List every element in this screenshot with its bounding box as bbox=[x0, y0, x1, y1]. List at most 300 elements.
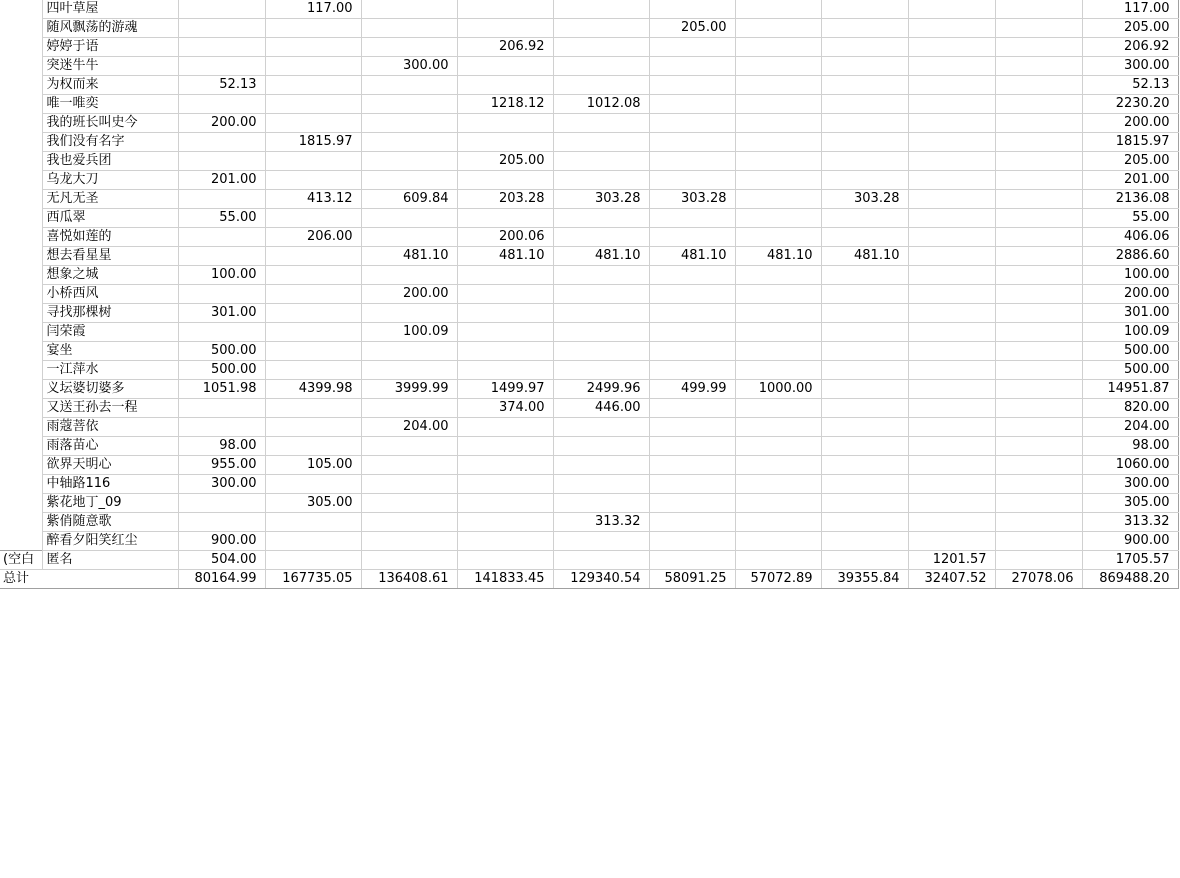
value-cell[interactable] bbox=[908, 76, 995, 95]
value-cell[interactable] bbox=[821, 152, 908, 171]
donor-name-cell[interactable]: 闫荣霞 bbox=[42, 323, 178, 342]
group-cell[interactable] bbox=[0, 171, 42, 190]
group-cell[interactable] bbox=[0, 456, 42, 475]
row-total-cell[interactable]: 98.00 bbox=[1082, 437, 1178, 456]
value-cell[interactable] bbox=[908, 361, 995, 380]
value-cell[interactable] bbox=[649, 456, 735, 475]
donor-name-cell[interactable]: 喜悦如莲的 bbox=[42, 228, 178, 247]
grand-total-value-cell[interactable]: 129340.54 bbox=[553, 570, 649, 589]
value-cell[interactable]: 4399.98 bbox=[265, 380, 361, 399]
value-cell[interactable] bbox=[649, 0, 735, 19]
value-cell[interactable] bbox=[649, 437, 735, 456]
value-cell[interactable] bbox=[265, 418, 361, 437]
value-cell[interactable] bbox=[735, 418, 821, 437]
value-cell[interactable] bbox=[553, 342, 649, 361]
value-cell[interactable] bbox=[553, 152, 649, 171]
value-cell[interactable]: 300.00 bbox=[361, 57, 457, 76]
value-cell[interactable] bbox=[265, 399, 361, 418]
value-cell[interactable] bbox=[735, 114, 821, 133]
row-total-cell[interactable]: 200.00 bbox=[1082, 114, 1178, 133]
value-cell[interactable]: 300.00 bbox=[178, 475, 265, 494]
value-cell[interactable] bbox=[361, 38, 457, 57]
value-cell[interactable] bbox=[735, 494, 821, 513]
value-cell[interactable] bbox=[821, 304, 908, 323]
value-cell[interactable] bbox=[908, 19, 995, 38]
grand-total-label[interactable]: 总计 bbox=[0, 570, 178, 589]
value-cell[interactable] bbox=[457, 437, 553, 456]
grand-total-value-cell[interactable]: 167735.05 bbox=[265, 570, 361, 589]
value-cell[interactable] bbox=[265, 304, 361, 323]
value-cell[interactable] bbox=[553, 551, 649, 570]
value-cell[interactable] bbox=[178, 38, 265, 57]
value-cell[interactable] bbox=[649, 513, 735, 532]
value-cell[interactable]: 305.00 bbox=[265, 494, 361, 513]
donor-name-cell[interactable]: 雨蔻菩依 bbox=[42, 418, 178, 437]
value-cell[interactable] bbox=[735, 266, 821, 285]
value-cell[interactable] bbox=[649, 57, 735, 76]
value-cell[interactable] bbox=[361, 456, 457, 475]
value-cell[interactable] bbox=[553, 57, 649, 76]
value-cell[interactable] bbox=[265, 209, 361, 228]
value-cell[interactable] bbox=[735, 0, 821, 19]
row-total-cell[interactable]: 305.00 bbox=[1082, 494, 1178, 513]
value-cell[interactable] bbox=[995, 114, 1082, 133]
group-cell[interactable] bbox=[0, 133, 42, 152]
value-cell[interactable]: 1012.08 bbox=[553, 95, 649, 114]
value-cell[interactable] bbox=[821, 57, 908, 76]
value-cell[interactable] bbox=[735, 551, 821, 570]
row-total-cell[interactable]: 820.00 bbox=[1082, 399, 1178, 418]
value-cell[interactable] bbox=[457, 342, 553, 361]
group-cell[interactable] bbox=[0, 475, 42, 494]
value-cell[interactable] bbox=[361, 342, 457, 361]
value-cell[interactable] bbox=[265, 342, 361, 361]
value-cell[interactable]: 1000.00 bbox=[735, 380, 821, 399]
value-cell[interactable] bbox=[649, 38, 735, 57]
value-cell[interactable] bbox=[995, 95, 1082, 114]
value-cell[interactable] bbox=[995, 551, 1082, 570]
value-cell[interactable] bbox=[178, 152, 265, 171]
group-cell[interactable] bbox=[0, 19, 42, 38]
value-cell[interactable] bbox=[995, 399, 1082, 418]
donor-name-cell[interactable]: 西瓜翠 bbox=[42, 209, 178, 228]
row-total-cell[interactable]: 14951.87 bbox=[1082, 380, 1178, 399]
value-cell[interactable] bbox=[735, 513, 821, 532]
value-cell[interactable] bbox=[995, 437, 1082, 456]
value-cell[interactable] bbox=[821, 342, 908, 361]
group-cell[interactable] bbox=[0, 76, 42, 95]
value-cell[interactable] bbox=[553, 304, 649, 323]
value-cell[interactable] bbox=[649, 95, 735, 114]
value-cell[interactable] bbox=[649, 399, 735, 418]
row-total-cell[interactable]: 1060.00 bbox=[1082, 456, 1178, 475]
value-cell[interactable] bbox=[553, 285, 649, 304]
value-cell[interactable] bbox=[457, 114, 553, 133]
value-cell[interactable]: 206.00 bbox=[265, 228, 361, 247]
value-cell[interactable] bbox=[457, 513, 553, 532]
value-cell[interactable] bbox=[361, 532, 457, 551]
value-cell[interactable] bbox=[735, 95, 821, 114]
group-cell[interactable] bbox=[0, 285, 42, 304]
value-cell[interactable]: 481.10 bbox=[821, 247, 908, 266]
row-total-cell[interactable]: 100.00 bbox=[1082, 266, 1178, 285]
value-cell[interactable] bbox=[265, 171, 361, 190]
group-cell[interactable] bbox=[0, 513, 42, 532]
value-cell[interactable] bbox=[361, 513, 457, 532]
value-cell[interactable] bbox=[361, 95, 457, 114]
value-cell[interactable] bbox=[649, 285, 735, 304]
group-cell[interactable] bbox=[0, 323, 42, 342]
value-cell[interactable] bbox=[457, 361, 553, 380]
row-total-cell[interactable]: 2886.60 bbox=[1082, 247, 1178, 266]
value-cell[interactable]: 303.28 bbox=[553, 190, 649, 209]
row-total-cell[interactable]: 205.00 bbox=[1082, 152, 1178, 171]
value-cell[interactable] bbox=[908, 209, 995, 228]
value-cell[interactable] bbox=[995, 285, 1082, 304]
value-cell[interactable] bbox=[361, 76, 457, 95]
value-cell[interactable] bbox=[649, 304, 735, 323]
value-cell[interactable]: 500.00 bbox=[178, 342, 265, 361]
value-cell[interactable] bbox=[735, 171, 821, 190]
value-cell[interactable] bbox=[995, 228, 1082, 247]
row-total-cell[interactable]: 2136.08 bbox=[1082, 190, 1178, 209]
value-cell[interactable] bbox=[553, 0, 649, 19]
value-cell[interactable]: 500.00 bbox=[178, 361, 265, 380]
row-total-cell[interactable]: 1705.57 bbox=[1082, 551, 1178, 570]
value-cell[interactable] bbox=[995, 323, 1082, 342]
value-cell[interactable] bbox=[457, 76, 553, 95]
value-cell[interactable] bbox=[361, 19, 457, 38]
donor-name-cell[interactable]: 想去看星星 bbox=[42, 247, 178, 266]
row-total-cell[interactable]: 205.00 bbox=[1082, 19, 1178, 38]
value-cell[interactable] bbox=[178, 0, 265, 19]
value-cell[interactable] bbox=[735, 209, 821, 228]
value-cell[interactable] bbox=[995, 57, 1082, 76]
grand-total-value-cell[interactable]: 39355.84 bbox=[821, 570, 908, 589]
value-cell[interactable] bbox=[995, 475, 1082, 494]
donor-name-cell[interactable]: 突迷牛牛 bbox=[42, 57, 178, 76]
group-cell[interactable]: (空白 bbox=[0, 551, 42, 570]
value-cell[interactable] bbox=[265, 551, 361, 570]
value-cell[interactable] bbox=[908, 494, 995, 513]
value-cell[interactable] bbox=[265, 114, 361, 133]
value-cell[interactable]: 117.00 bbox=[265, 0, 361, 19]
value-cell[interactable] bbox=[821, 266, 908, 285]
group-cell[interactable] bbox=[0, 399, 42, 418]
value-cell[interactable] bbox=[649, 475, 735, 494]
value-cell[interactable]: 504.00 bbox=[178, 551, 265, 570]
value-cell[interactable] bbox=[735, 323, 821, 342]
value-cell[interactable]: 313.32 bbox=[553, 513, 649, 532]
value-cell[interactable] bbox=[649, 323, 735, 342]
value-cell[interactable] bbox=[457, 323, 553, 342]
value-cell[interactable] bbox=[908, 114, 995, 133]
value-cell[interactable] bbox=[995, 0, 1082, 19]
value-cell[interactable]: 1815.97 bbox=[265, 133, 361, 152]
value-cell[interactable] bbox=[821, 285, 908, 304]
donor-name-cell[interactable]: 又送王孙去一程 bbox=[42, 399, 178, 418]
value-cell[interactable] bbox=[821, 76, 908, 95]
value-cell[interactable] bbox=[178, 323, 265, 342]
value-cell[interactable] bbox=[361, 0, 457, 19]
value-cell[interactable] bbox=[361, 266, 457, 285]
value-cell[interactable] bbox=[735, 152, 821, 171]
value-cell[interactable] bbox=[553, 19, 649, 38]
value-cell[interactable] bbox=[553, 323, 649, 342]
row-total-cell[interactable]: 300.00 bbox=[1082, 475, 1178, 494]
value-cell[interactable]: 2499.96 bbox=[553, 380, 649, 399]
value-cell[interactable] bbox=[457, 418, 553, 437]
value-cell[interactable] bbox=[908, 228, 995, 247]
value-cell[interactable] bbox=[265, 323, 361, 342]
value-cell[interactable] bbox=[908, 456, 995, 475]
value-cell[interactable] bbox=[553, 76, 649, 95]
value-cell[interactable] bbox=[457, 19, 553, 38]
value-cell[interactable] bbox=[553, 228, 649, 247]
value-cell[interactable] bbox=[553, 361, 649, 380]
value-cell[interactable] bbox=[457, 0, 553, 19]
value-cell[interactable]: 200.00 bbox=[361, 285, 457, 304]
value-cell[interactable] bbox=[735, 532, 821, 551]
value-cell[interactable] bbox=[995, 513, 1082, 532]
value-cell[interactable] bbox=[995, 456, 1082, 475]
value-cell[interactable] bbox=[908, 133, 995, 152]
value-cell[interactable] bbox=[995, 152, 1082, 171]
value-cell[interactable] bbox=[908, 418, 995, 437]
value-cell[interactable] bbox=[735, 19, 821, 38]
value-cell[interactable]: 446.00 bbox=[553, 399, 649, 418]
value-cell[interactable] bbox=[908, 475, 995, 494]
grand-total-sum-cell[interactable]: 869488.20 bbox=[1082, 570, 1178, 589]
grand-total-value-cell[interactable]: 141833.45 bbox=[457, 570, 553, 589]
value-cell[interactable] bbox=[361, 475, 457, 494]
value-cell[interactable] bbox=[908, 323, 995, 342]
value-cell[interactable] bbox=[457, 475, 553, 494]
grand-total-value-cell[interactable]: 27078.06 bbox=[995, 570, 1082, 589]
value-cell[interactable]: 303.28 bbox=[821, 190, 908, 209]
value-cell[interactable] bbox=[265, 285, 361, 304]
value-cell[interactable] bbox=[457, 304, 553, 323]
value-cell[interactable] bbox=[821, 456, 908, 475]
value-cell[interactable]: 52.13 bbox=[178, 76, 265, 95]
donor-name-cell[interactable]: 宴坐 bbox=[42, 342, 178, 361]
value-cell[interactable] bbox=[265, 532, 361, 551]
value-cell[interactable] bbox=[908, 285, 995, 304]
value-cell[interactable] bbox=[265, 475, 361, 494]
value-cell[interactable] bbox=[178, 513, 265, 532]
value-cell[interactable] bbox=[457, 209, 553, 228]
donor-name-cell[interactable]: 唯一唯奕 bbox=[42, 95, 178, 114]
value-cell[interactable] bbox=[649, 494, 735, 513]
value-cell[interactable] bbox=[821, 399, 908, 418]
value-cell[interactable] bbox=[649, 551, 735, 570]
value-cell[interactable] bbox=[361, 361, 457, 380]
value-cell[interactable]: 98.00 bbox=[178, 437, 265, 456]
donor-name-cell[interactable]: 随风飘荡的游魂 bbox=[42, 19, 178, 38]
value-cell[interactable]: 100.00 bbox=[178, 266, 265, 285]
value-cell[interactable] bbox=[457, 266, 553, 285]
value-cell[interactable] bbox=[361, 399, 457, 418]
value-cell[interactable] bbox=[265, 513, 361, 532]
value-cell[interactable] bbox=[265, 19, 361, 38]
group-cell[interactable] bbox=[0, 57, 42, 76]
value-cell[interactable]: 481.10 bbox=[735, 247, 821, 266]
value-cell[interactable] bbox=[457, 494, 553, 513]
value-cell[interactable] bbox=[361, 494, 457, 513]
value-cell[interactable] bbox=[908, 57, 995, 76]
row-total-cell[interactable]: 900.00 bbox=[1082, 532, 1178, 551]
value-cell[interactable] bbox=[178, 95, 265, 114]
value-cell[interactable] bbox=[995, 171, 1082, 190]
value-cell[interactable] bbox=[821, 38, 908, 57]
value-cell[interactable] bbox=[178, 418, 265, 437]
value-cell[interactable] bbox=[995, 76, 1082, 95]
row-total-cell[interactable]: 1815.97 bbox=[1082, 133, 1178, 152]
group-cell[interactable] bbox=[0, 247, 42, 266]
value-cell[interactable] bbox=[649, 209, 735, 228]
value-cell[interactable] bbox=[908, 152, 995, 171]
value-cell[interactable] bbox=[735, 57, 821, 76]
value-cell[interactable] bbox=[821, 361, 908, 380]
value-cell[interactable] bbox=[265, 76, 361, 95]
value-cell[interactable]: 900.00 bbox=[178, 532, 265, 551]
donor-name-cell[interactable]: 寻找那棵树 bbox=[42, 304, 178, 323]
value-cell[interactable] bbox=[908, 171, 995, 190]
value-cell[interactable] bbox=[553, 532, 649, 551]
donor-name-cell[interactable]: 醉看夕阳笑红尘 bbox=[42, 532, 178, 551]
group-cell[interactable] bbox=[0, 38, 42, 57]
value-cell[interactable] bbox=[178, 399, 265, 418]
value-cell[interactable] bbox=[995, 380, 1082, 399]
value-cell[interactable] bbox=[735, 437, 821, 456]
value-cell[interactable] bbox=[995, 247, 1082, 266]
value-cell[interactable]: 609.84 bbox=[361, 190, 457, 209]
group-cell[interactable] bbox=[0, 361, 42, 380]
value-cell[interactable] bbox=[735, 133, 821, 152]
value-cell[interactable] bbox=[178, 285, 265, 304]
row-total-cell[interactable]: 301.00 bbox=[1082, 304, 1178, 323]
value-cell[interactable] bbox=[265, 152, 361, 171]
group-cell[interactable] bbox=[0, 304, 42, 323]
grand-total-value-cell[interactable]: 32407.52 bbox=[908, 570, 995, 589]
value-cell[interactable] bbox=[649, 361, 735, 380]
value-cell[interactable] bbox=[908, 304, 995, 323]
donor-name-cell[interactable]: 我们没有名字 bbox=[42, 133, 178, 152]
donor-name-cell[interactable]: 一江萍水 bbox=[42, 361, 178, 380]
group-cell[interactable] bbox=[0, 190, 42, 209]
donor-name-cell[interactable]: 匿名 bbox=[42, 551, 178, 570]
value-cell[interactable] bbox=[649, 418, 735, 437]
value-cell[interactable] bbox=[821, 513, 908, 532]
donor-name-cell[interactable]: 义坛婆切婆多 bbox=[42, 380, 178, 399]
value-cell[interactable] bbox=[649, 266, 735, 285]
value-cell[interactable] bbox=[821, 228, 908, 247]
value-cell[interactable] bbox=[821, 551, 908, 570]
value-cell[interactable]: 499.99 bbox=[649, 380, 735, 399]
value-cell[interactable]: 200.00 bbox=[178, 114, 265, 133]
value-cell[interactable] bbox=[821, 532, 908, 551]
value-cell[interactable] bbox=[995, 361, 1082, 380]
value-cell[interactable] bbox=[361, 209, 457, 228]
value-cell[interactable] bbox=[908, 38, 995, 57]
value-cell[interactable] bbox=[821, 380, 908, 399]
value-cell[interactable] bbox=[995, 418, 1082, 437]
value-cell[interactable] bbox=[821, 494, 908, 513]
grand-total-value-cell[interactable]: 80164.99 bbox=[178, 570, 265, 589]
value-cell[interactable] bbox=[908, 342, 995, 361]
group-cell[interactable] bbox=[0, 532, 42, 551]
group-cell[interactable] bbox=[0, 95, 42, 114]
row-total-cell[interactable]: 500.00 bbox=[1082, 342, 1178, 361]
value-cell[interactable]: 1051.98 bbox=[178, 380, 265, 399]
value-cell[interactable] bbox=[995, 532, 1082, 551]
value-cell[interactable] bbox=[457, 171, 553, 190]
value-cell[interactable] bbox=[821, 133, 908, 152]
value-cell[interactable] bbox=[908, 95, 995, 114]
value-cell[interactable]: 205.00 bbox=[457, 152, 553, 171]
value-cell[interactable] bbox=[995, 133, 1082, 152]
value-cell[interactable] bbox=[361, 133, 457, 152]
value-cell[interactable] bbox=[265, 38, 361, 57]
value-cell[interactable] bbox=[265, 57, 361, 76]
value-cell[interactable] bbox=[735, 76, 821, 95]
donor-name-cell[interactable]: 中轴路116 bbox=[42, 475, 178, 494]
value-cell[interactable] bbox=[995, 19, 1082, 38]
group-cell[interactable] bbox=[0, 114, 42, 133]
row-total-cell[interactable]: 206.92 bbox=[1082, 38, 1178, 57]
value-cell[interactable] bbox=[821, 171, 908, 190]
value-cell[interactable]: 481.10 bbox=[361, 247, 457, 266]
value-cell[interactable] bbox=[995, 494, 1082, 513]
value-cell[interactable] bbox=[995, 209, 1082, 228]
value-cell[interactable] bbox=[735, 38, 821, 57]
value-cell[interactable] bbox=[265, 95, 361, 114]
group-cell[interactable] bbox=[0, 380, 42, 399]
donor-name-cell[interactable]: 乌龙大刀 bbox=[42, 171, 178, 190]
group-cell[interactable] bbox=[0, 437, 42, 456]
row-total-cell[interactable]: 406.06 bbox=[1082, 228, 1178, 247]
row-total-cell[interactable]: 200.00 bbox=[1082, 285, 1178, 304]
donor-name-cell[interactable]: 雨落苗心 bbox=[42, 437, 178, 456]
value-cell[interactable] bbox=[265, 247, 361, 266]
value-cell[interactable] bbox=[908, 266, 995, 285]
value-cell[interactable] bbox=[265, 437, 361, 456]
row-total-cell[interactable]: 201.00 bbox=[1082, 171, 1178, 190]
value-cell[interactable]: 374.00 bbox=[457, 399, 553, 418]
value-cell[interactable]: 3999.99 bbox=[361, 380, 457, 399]
value-cell[interactable] bbox=[553, 133, 649, 152]
value-cell[interactable]: 303.28 bbox=[649, 190, 735, 209]
value-cell[interactable]: 1499.97 bbox=[457, 380, 553, 399]
value-cell[interactable]: 481.10 bbox=[457, 247, 553, 266]
value-cell[interactable] bbox=[649, 152, 735, 171]
value-cell[interactable] bbox=[265, 361, 361, 380]
value-cell[interactable] bbox=[361, 304, 457, 323]
value-cell[interactable] bbox=[908, 0, 995, 19]
grand-total-value-cell[interactable]: 58091.25 bbox=[649, 570, 735, 589]
value-cell[interactable] bbox=[553, 209, 649, 228]
value-cell[interactable] bbox=[995, 266, 1082, 285]
value-cell[interactable] bbox=[821, 323, 908, 342]
value-cell[interactable] bbox=[457, 285, 553, 304]
value-cell[interactable] bbox=[908, 437, 995, 456]
value-cell[interactable] bbox=[735, 475, 821, 494]
value-cell[interactable] bbox=[735, 228, 821, 247]
value-cell[interactable] bbox=[821, 209, 908, 228]
value-cell[interactable] bbox=[649, 171, 735, 190]
value-cell[interactable] bbox=[553, 114, 649, 133]
value-cell[interactable] bbox=[178, 57, 265, 76]
